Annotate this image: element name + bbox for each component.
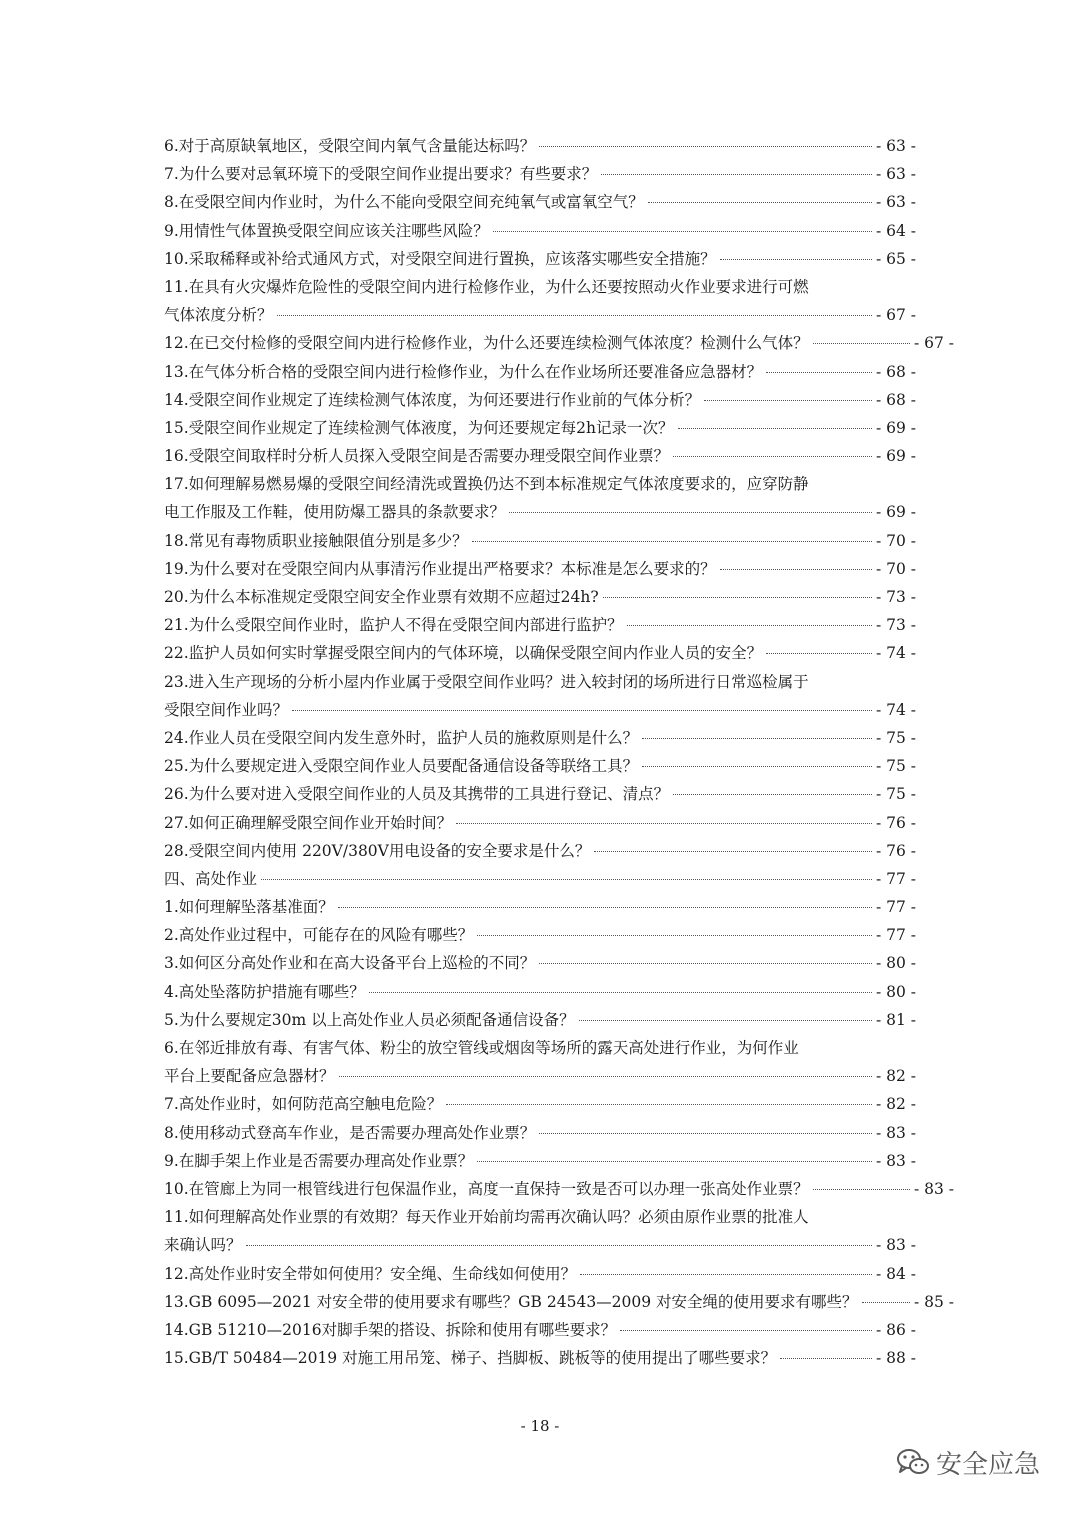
toc-entry-line-wrapped: [164, 470, 904, 498]
toc-entry-page: - 82 -: [875, 1095, 916, 1114]
toc-entry-title: 20.为什么本标准规定受限空间安全作业票有效期不应超过24h?: [164, 588, 599, 606]
toc-entry-title: 21.为什么受限空间作业时，监护人不得在受限空间内部进行监护？: [164, 616, 623, 635]
toc-entry-title: 14.GB 51210—2016对脚手架的搭设、拆除和使用有哪些要求？: [164, 1320, 617, 1339]
toc-entry-page: - 86 -: [875, 1320, 916, 1339]
toc-entry-title: 9.用情性气体置换受限空间应该关注哪些风险？: [164, 221, 489, 240]
toc-leader-dots: [620, 1330, 872, 1331]
toc-entry-line: [164, 1175, 954, 1203]
toc-entry-title: 电工作服及工作鞋，使用防爆工器具的条款要求？: [164, 503, 506, 522]
toc-entry: [164, 1316, 954, 1344]
toc-entry-line: [164, 245, 916, 273]
toc-entry-line: [164, 724, 916, 752]
toc-entry-line: [164, 527, 916, 555]
toc-entry-line: [164, 949, 916, 977]
toc-leader-dots: [642, 738, 872, 739]
toc-entry-page: - 67 -: [913, 334, 954, 353]
toc-leader-dots: [339, 1076, 872, 1077]
toc-leader-dots: [472, 541, 872, 542]
toc-entry-title: 25.为什么要规定进入受限空间作业人员要配备通信设备等联络工具？: [164, 757, 639, 776]
toc-entry-title: 12.在已交付检修的受限空间内进行检修作业，为什么还要连续检测气体浓度？检测什么气体？: [164, 334, 809, 353]
toc-entry: [164, 611, 954, 639]
toc-leader-dots: [477, 1161, 872, 1162]
toc-entry: [164, 1260, 954, 1288]
wechat-icon: [896, 1447, 930, 1477]
toc-leader-dots: [539, 1133, 872, 1134]
toc-leader-dots: [539, 963, 872, 964]
toc-entry-page: - 82 -: [875, 1067, 916, 1086]
toc-entry: [164, 1175, 954, 1203]
toc-leader-dots: [446, 1104, 872, 1105]
toc-entry-title: 气体浓度分析？: [164, 306, 273, 325]
toc-entry-line: [164, 1231, 916, 1259]
toc-leader-dots: [766, 372, 872, 373]
toc-entry-title: 26.为什么要对进入受限空间作业的人员及其携带的工具进行登记、清点？: [164, 785, 670, 804]
toc-entry-title: 24.作业人员在受限空间内发生意外时，监护人员的施救原则是什么？: [164, 728, 639, 747]
toc-entry-line: [164, 160, 916, 188]
toc-entry-line: [164, 217, 916, 245]
toc-entry: [164, 1006, 954, 1034]
toc-entry-line-wrapped: [164, 273, 904, 301]
toc-entry: [164, 1203, 954, 1259]
table-of-contents: [164, 132, 954, 1372]
toc-entry: [164, 1344, 954, 1372]
toc-entry-line: [164, 1090, 916, 1118]
toc-leader-dots: [477, 935, 872, 936]
toc-entry-line: [164, 1260, 916, 1288]
toc-entry-title: 11.如何理解高处作业票的有效期？每天作业开始前均需再次确认吗？必须由原作业票的批准人: [164, 1208, 809, 1227]
toc-entry-page: - 84 -: [875, 1264, 916, 1283]
watermark: [896, 1442, 1040, 1482]
toc-entry-page: - 70 -: [875, 559, 916, 578]
toc-leader-dots: [493, 231, 872, 232]
toc-entry-title: 8.使用移动式登高车作业，是否需要办理高处作业票？: [164, 1123, 536, 1142]
toc-leader-dots: [704, 400, 872, 401]
toc-entry-title: 四、高处作业: [164, 869, 258, 888]
toc-entry-page: - 64 -: [875, 221, 916, 240]
toc-entry-title: 6.对于高原缺氧地区，受限空间内氧气含量能达标吗？: [164, 137, 536, 155]
toc-entry: [164, 329, 954, 357]
toc-entry-line: [164, 921, 916, 949]
toc-entry: [164, 132, 954, 160]
toc-entry-title: 13.在气体分析合格的受限空间内进行检修作业，为什么在作业场所还要准备应急器材？: [164, 362, 763, 381]
toc-entry-page: - 63 -: [875, 165, 916, 184]
toc-leader-dots: [338, 907, 872, 908]
toc-entry: [164, 442, 954, 470]
toc-entry-page: - 70 -: [875, 531, 916, 550]
toc-entry-title: 15.受限空间作业规定了连续检测气体液度，为何还要规定每2h记录一次？: [164, 418, 674, 437]
toc-entry-title: 15.GB/T 50484—2019 对施工用吊笼、梯子、挡脚板、跳板等的使用提出了哪些要求？: [164, 1349, 777, 1368]
toc-entry: [164, 724, 954, 752]
toc-entry-line: [164, 1006, 916, 1034]
toc-entry-line: [164, 442, 916, 470]
toc-leader-dots: [261, 879, 872, 880]
toc-entry-line: [164, 1344, 916, 1372]
toc-entry-page: - 68 -: [875, 362, 916, 381]
toc-entry-page: - 74 -: [875, 700, 916, 719]
toc-entry-page: - 75 -: [875, 728, 916, 747]
toc-leader-dots: [678, 428, 872, 429]
toc-entry-line: [164, 386, 916, 414]
toc-entry-title: 平台上要配备应急器材？: [164, 1067, 335, 1086]
toc-leader-dots: [292, 710, 872, 711]
toc-entry: [164, 1288, 954, 1316]
toc-entry-page: - 73 -: [875, 588, 916, 606]
toc-entry-page: - 76 -: [875, 813, 916, 832]
toc-entry: [164, 1147, 954, 1175]
toc-entry-page: - 77 -: [875, 898, 916, 917]
toc-entry-title: 受限空间作业吗？: [164, 700, 289, 719]
toc-entry-page: - 83 -: [875, 1151, 916, 1170]
toc-entry: [164, 639, 954, 667]
toc-entry: [164, 527, 954, 555]
toc-entry-title: 19.为什么要对在受限空间内从事清污作业提出严格要求？本标准是怎么要求的？: [164, 559, 716, 578]
toc-entry-page: - 76 -: [875, 841, 916, 860]
toc-entry: [164, 160, 954, 188]
toc-entry: [164, 752, 954, 780]
toc-entry-page: - 75 -: [875, 785, 916, 804]
toc-entry-title: 3.如何区分高处作业和在高大设备平台上巡检的不同？: [164, 954, 536, 973]
toc-leader-dots: [627, 625, 872, 626]
watermark-text: 安全应急: [936, 1449, 1041, 1480]
toc-entry-title: 27.如何正确理解受限空间作业开始时间？: [164, 813, 453, 832]
toc-entry: [164, 273, 954, 329]
toc-entry: [164, 217, 954, 245]
toc-leader-dots: [642, 766, 872, 767]
toc-leader-dots: [580, 1274, 872, 1275]
toc-entry-line: [164, 583, 916, 611]
toc-entry-line: [164, 132, 916, 160]
toc-entry-line: [164, 780, 916, 808]
toc-entry-page: - 65 -: [875, 249, 916, 268]
toc-entry-title: 6.在邻近排放有毒、有害气体、粉尘的放空管线或烟囱等场所的露天高处进行作业，为何作业: [164, 1039, 799, 1057]
toc-leader-dots: [539, 146, 872, 147]
toc-leader-dots: [720, 259, 872, 260]
toc-leader-dots: [673, 456, 872, 457]
toc-entry-line: [164, 837, 916, 865]
toc-entry-line: [164, 301, 916, 329]
toc-entry-line: [164, 498, 916, 526]
toc-entry-line: [164, 893, 916, 921]
toc-entry-title: 22.监护人员如何实时掌握受限空间内的气体环境，以确保受限空间内作业人员的安全？: [164, 644, 763, 663]
toc-leader-dots: [369, 992, 872, 993]
toc-entry-line: [164, 329, 954, 357]
toc-entry-title: 7.为什么要对忌氧环境下的受限空间作业提出要求？有些要求？: [164, 165, 598, 184]
toc-entry-title: 18.常见有毒物质职业接触限值分别是多少？: [164, 531, 468, 550]
toc-entry-page: - 63 -: [875, 137, 916, 155]
toc-entry-page: - 63 -: [875, 193, 916, 212]
toc-entry-title: 23.进入生产现场的分析小屋内作业属于受限空间作业吗？进入较封闭的场所进行日常巡检属于: [164, 672, 809, 691]
toc-entry: [164, 809, 954, 837]
toc-leader-dots: [603, 597, 872, 598]
toc-entry-line: [164, 555, 916, 583]
toc-entry-page: - 75 -: [875, 757, 916, 776]
toc-entry-title: 2.高处作业过程中，可能存在的风险有哪些？: [164, 926, 474, 945]
toc-entry: [164, 865, 954, 893]
toc-leader-dots: [720, 569, 872, 570]
toc-leader-dots: [673, 794, 872, 795]
toc-entry: [164, 414, 954, 442]
toc-entry-title: 7.高处作业时，如何防范高空触电危险？: [164, 1095, 443, 1114]
toc-entry-line: [164, 1316, 916, 1344]
toc-leader-dots: [509, 512, 872, 513]
toc-entry-title: 来确认吗？: [164, 1236, 242, 1255]
toc-entry-line: [164, 414, 916, 442]
toc-entry-page: - 83 -: [875, 1236, 916, 1255]
toc-entry: [164, 1090, 954, 1118]
toc-entry-line: [164, 611, 916, 639]
toc-entry-page: - 85 -: [913, 1292, 954, 1311]
toc-entry: [164, 470, 954, 526]
toc-entry-page: - 69 -: [875, 418, 916, 437]
toc-entry-title: 4.高处坠落防护措施有哪些？: [164, 982, 365, 1001]
toc-entry-title: 8.在受限空间内作业时，为什么不能向受限空间充纯氧气或富氧空气？: [164, 193, 644, 212]
toc-leader-dots: [277, 315, 872, 316]
toc-entry-line: [164, 1119, 916, 1147]
toc-entry: [164, 386, 954, 414]
toc-entry-line: [164, 696, 916, 724]
toc-entry-title: 13.GB 6095—2021 对安全带的使用要求有哪些？GB 24543—2009 对安全绳的使用要求有哪些？: [164, 1292, 858, 1311]
toc-entry-page: - 73 -: [875, 616, 916, 635]
toc-entry-page: - 69 -: [875, 503, 916, 522]
toc-leader-dots: [813, 1189, 910, 1190]
toc-leader-dots: [780, 1358, 872, 1359]
toc-entry-title: 10.采取稀释或补给式通风方式，对受限空间进行置换，应该落实哪些安全措施？: [164, 249, 716, 268]
toc-entry: [164, 893, 954, 921]
toc-entry-line: [164, 809, 916, 837]
toc-entry: [164, 245, 954, 273]
toc-entry-page: - 88 -: [875, 1349, 916, 1368]
toc-entry-title: 5.为什么要规定30m 以上高处作业人员必须配备通信设备？: [164, 1010, 575, 1029]
toc-leader-dots: [246, 1245, 872, 1246]
toc-entry: [164, 555, 954, 583]
toc-leader-dots: [813, 343, 910, 344]
toc-entry-page: - 83 -: [913, 1179, 954, 1198]
toc-entry-page: - 67 -: [875, 306, 916, 325]
toc-leader-dots: [862, 1302, 910, 1303]
toc-entry-line: [164, 639, 916, 667]
toc-entry: [164, 837, 954, 865]
toc-entry: [164, 921, 954, 949]
toc-entry-title: 1.如何理解坠落基准面？: [164, 898, 334, 917]
toc-entry-line: [164, 1062, 916, 1090]
toc-leader-dots: [579, 1020, 872, 1021]
toc-entry-title: 16.受限空间取样时分析人员探入受限空间是否需要办理受限空间作业票？: [164, 447, 670, 466]
toc-entry-line-wrapped: [164, 1034, 904, 1062]
toc-entry-line: [164, 752, 916, 780]
toc-entry: [164, 358, 954, 386]
toc-entry-line: [164, 1288, 954, 1316]
toc-entry-page: - 74 -: [875, 644, 916, 663]
toc-entry: [164, 188, 954, 216]
toc-entry: [164, 949, 954, 977]
toc-entry-line: [164, 978, 916, 1006]
toc-entry-title: 12.高处作业时安全带如何使用？安全绳、生命线如何使用？: [164, 1264, 577, 1283]
toc-entry-page: - 80 -: [875, 954, 916, 973]
toc-entry-line: [164, 358, 916, 386]
toc-entry-title: 11.在具有火灾爆炸危险性的受限空间内进行检修作业，为什么还要按照动火作业要求进行可燃: [164, 277, 809, 296]
toc-leader-dots: [456, 823, 872, 824]
toc-entry-page: - 68 -: [875, 390, 916, 409]
toc-entry-line-wrapped: [164, 1203, 904, 1231]
toc-entry-title: 10.在管廊上为同一根管线进行包保温作业，高度一直保持一致是否可以办理一张高处作业票？: [164, 1179, 809, 1198]
toc-entry-page: - 69 -: [875, 447, 916, 466]
toc-entry-page: - 77 -: [875, 926, 916, 945]
toc-leader-dots: [594, 851, 872, 852]
toc-entry-line: [164, 188, 916, 216]
toc-entry: [164, 1119, 954, 1147]
toc-entry-page: - 80 -: [875, 982, 916, 1001]
toc-entry-page: - 77 -: [875, 869, 916, 888]
page-number: - 18 -: [520, 1417, 560, 1435]
toc-entry-title: 17.如何理解易燃易爆的受限空间经清洗或置换仍达不到本标准规定气体浓度要求的，应穿防静: [164, 475, 809, 494]
toc-entry: [164, 780, 954, 808]
toc-entry: [164, 668, 954, 724]
toc-leader-dots: [648, 202, 872, 203]
toc-entry-page: - 81 -: [875, 1010, 916, 1029]
toc-entry-line: [164, 865, 916, 893]
toc-entry: [164, 978, 954, 1006]
toc-entry: [164, 1034, 954, 1090]
toc-entry-title: 14.受限空间作业规定了连续检测气体浓度，为何还要进行作业前的气体分析？: [164, 390, 701, 409]
toc-entry: [164, 583, 954, 611]
toc-entry-page: - 83 -: [875, 1123, 916, 1142]
toc-leader-dots: [601, 174, 872, 175]
toc-entry-line: [164, 1147, 916, 1175]
toc-entry-title: 28.受限空间内使用 220V/380V用电设备的安全要求是什么？: [164, 841, 591, 860]
toc-entry-title: 9.在脚手架上作业是否需要办理高处作业票？: [164, 1151, 474, 1170]
toc-leader-dots: [766, 653, 872, 654]
toc-entry-line-wrapped: [164, 668, 904, 696]
